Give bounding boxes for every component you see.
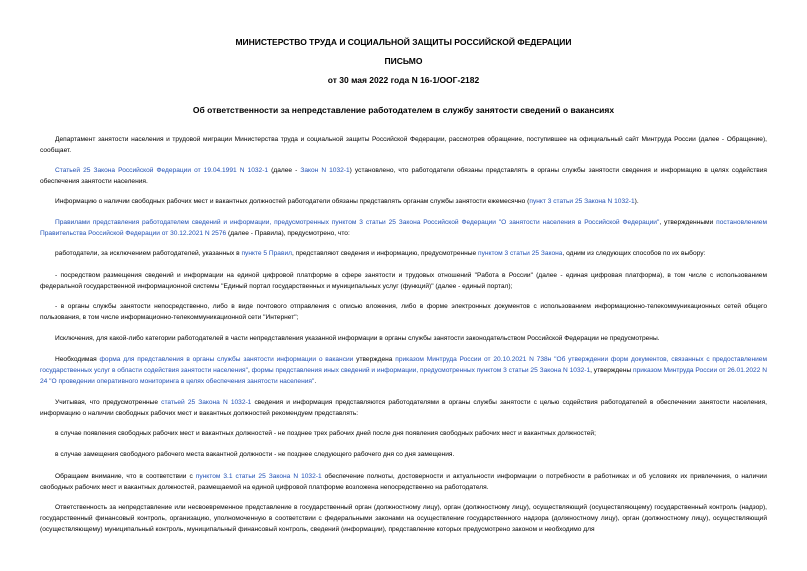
text-span: - посредством размещения сведений и информации на единой цифровой платформе в сфере занятости и трудовых отношений "Работа в России" (далее - единая цифровая платформа), в том числе с использованием федеральной государственной информационной системы "Единый портал государственных и муниципальных услуг (функций)" (далее - единый портал);: [40, 272, 767, 290]
paragraph-vacancy-filled: [40, 449, 767, 460]
text-span: ) установлено, что работодатели обязаны представлять в органы службы занятости сведения и информацию в целях содействия обеспечения занятости населения.: [40, 167, 767, 185]
text-span: ).: [634, 198, 639, 205]
text-span: .: [314, 378, 317, 385]
paragraph-exceptions: [40, 333, 767, 344]
text-span: работодатели, за исключением работодателей, указанных в: [55, 250, 242, 257]
text-span: ,: [247, 367, 252, 374]
link-order-24[interactable]: приказом Минтруда России от 26.01.2022 N 24 "О проведении оперативного мониторинга в целях обеспечения занятости населения": [40, 367, 767, 385]
link-other-forms[interactable]: формы представления иных сведений и информации, предусмотренных пунктом 3 статьи 25 Закона N 1032-1: [251, 367, 591, 374]
text-span: сведения и информация представляются работодателями в органы службы занятости с целью содействия работодателей в обеспечении занятости населения, информацию о наличии свободных рабочих мест и вакантных должностей рекомендуем представлять:: [40, 399, 767, 417]
ministry-heading: МИНИСТЕРСТВО ТРУДА И СОЦИАЛЬНОЙ ЗАЩИТЫ РОССИЙСКОЙ ФЕДЕРАЦИИ: [235, 37, 572, 47]
link-rules[interactable]: Правилами представления работодателем сведений и информации, предусмотренных пунктом 3 статьи 25 Закона Российской Федерации "О занятости населения в Российской Федерации": [55, 219, 660, 226]
text-span: , утверждены: [590, 367, 634, 374]
link-government-decree[interactable]: постановлением Правительства Российской Федерации от 30.12.2021 N 2576: [40, 219, 767, 237]
paragraph-law-article: [40, 165, 767, 187]
text-span: Обращаем внимание, что в соответствии с: [55, 473, 196, 480]
link-point-3-article-25[interactable]: пункт 3 статьи 25 Закона N 1032-1: [529, 198, 635, 205]
text-span: , утвержденными: [659, 219, 717, 226]
paragraph-direct-submission: [40, 301, 767, 323]
text-span: (далее - Правила), предусмотрено, что:: [226, 230, 350, 237]
text-span: Ответственность за непредставление или несвоевременное представление в государственный орган (должностному лицу), орган (должностному лицу), осуществляющий (осуществляющему) государственный контроль (надзор), государственный финансовый контроль, организацию, уполномоченную в соответствии с федеральными законами на осуществление государственного надзора (должностному лицу), орган (должностному лицу), осуществляющий (осуществляющему) муниципальный контроль, муниципальный финансовый контроль, сведений (информации), представление которых предусмотрено законом и необходимо для: [40, 504, 767, 533]
paragraph-department-intro: [40, 134, 767, 156]
text-span: (далее -: [268, 167, 301, 174]
paragraph-attention: [40, 471, 767, 493]
text-span: Департамент занятости населения и трудовой миграции Министерства труда и социальной защиты Российской Федерации, рассмотрев обращение, поступившее на официальный сайт Минтруда России (далее - Обращение), сообщает.: [40, 136, 767, 154]
paragraph-responsibility: [40, 502, 767, 535]
text-span: в случае появления свободных рабочих мест и вакантных должностей - не позднее трех рабочих дней после дня появления свободных рабочих мест и вакантных должностей;: [55, 430, 596, 437]
paragraph-employers: [40, 248, 767, 259]
paragraph-recommendation: [40, 397, 767, 419]
text-span: , одним из следующих способов по их выбору:: [562, 250, 706, 257]
document-title: Об ответственности за непредставление работодателем в службу занятости сведений о вакансиях: [192, 105, 615, 115]
link-point-3-article-25-law[interactable]: пунктом 3 статьи 25 Закона: [478, 250, 563, 257]
paragraph-digital-platform: [40, 270, 767, 292]
text-span: в случае замещения свободного рабочего места вакантной должности - не позднее следующего рабочего дня со дня замещения.: [55, 451, 455, 458]
paragraph-required-form: [40, 354, 767, 387]
text-span: - в органы службы занятости непосредственно, либо в виде почтового отправления с описью вложения, либо в форме электронных документов с использованием информационно-телекоммуникационных сетей общего пользования, в том числе информационно-телекоммуникационной сети "Интернет";: [40, 303, 767, 321]
text-span: , представляют сведения и информацию, предусмотренные: [291, 250, 479, 257]
text-span: Необходимая: [55, 356, 100, 363]
link-law-1032-1[interactable]: Закон N 1032-1: [300, 167, 350, 174]
paragraph-vacancy-appearance: [40, 428, 767, 439]
link-point-5-rules[interactable]: пункте 5 Правил: [241, 250, 292, 257]
text-span: Информацию о наличии свободных рабочих мест и вакантных должностей работодатели обязаны представлять органам службы занятости ежемесячно (: [55, 198, 530, 205]
paragraph-monthly-info: [40, 196, 767, 207]
text-span: утверждена: [353, 356, 396, 363]
text-span: Исключения, для какой-либо категории работодателей в части непредставления указанной информации в органы службы занятости законодательством Российской Федерации не предусмотрены.: [55, 335, 660, 342]
document-type: ПИСЬМО: [384, 56, 423, 66]
text-span: обеспечение полноты, достоверности и актуальности информации о потребности в работниках и об условиях их привлечения, о наличии свободных рабочих мест и вакантных должностей, размещаемой на единой цифровой платформе возложена непосредственно на работодателя.: [40, 473, 767, 491]
link-article-25-law[interactable]: Статьей 25 Закона Российской Федерации от 19.04.1991 N 1032-1: [55, 167, 269, 174]
document-date-number: от 30 мая 2022 года N 16-1/ООГ-2182: [327, 75, 480, 85]
paragraph-rules: [40, 217, 767, 239]
link-article-25-law-1032-1[interactable]: статьей 25 Закона N 1032-1: [161, 399, 252, 406]
link-order-738n[interactable]: приказом Минтруда России от 20.10.2021 N 738н "Об утверждении форм документов, связанных с предоставлением государственных услуг в области содействия занятости населения": [40, 356, 767, 374]
link-vacancy-form[interactable]: форма для представления в органы службы занятости информации о вакансии: [99, 356, 354, 363]
link-point-3-1-article-25[interactable]: пунктом 3.1 статьи 25 Закона N 1032-1: [195, 473, 322, 480]
text-span: Учитывая, что предусмотренные: [55, 399, 162, 406]
